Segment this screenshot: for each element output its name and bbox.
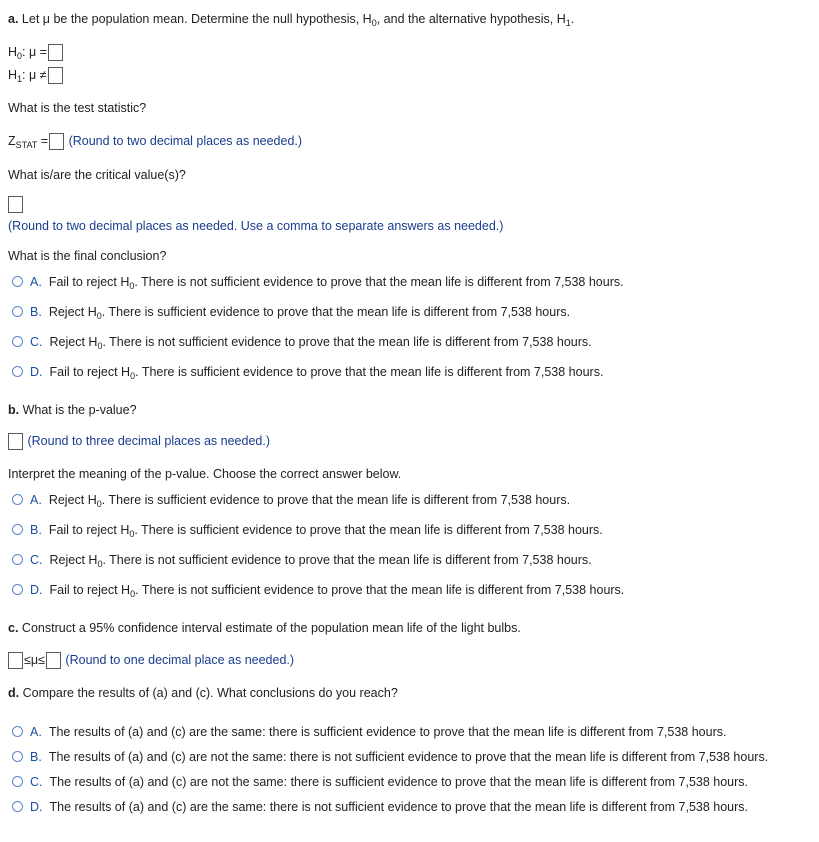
radio-button-icon[interactable] xyxy=(12,554,23,565)
option-letter: B. xyxy=(30,523,42,537)
option-text-post: . There is not sufficient evidence to prove that the mean life is different from 7,538 hours. xyxy=(102,335,592,349)
part-b-text: What is the p-value? xyxy=(22,403,137,417)
option-letter: A. xyxy=(30,493,42,507)
option-text-sub: 0 xyxy=(97,559,103,569)
option-letter: D. xyxy=(30,583,43,597)
conclusion-question: What is the final conclusion? xyxy=(8,249,167,263)
option-text-pre: Fail to reject H xyxy=(49,583,131,597)
option-text-sub: 0 xyxy=(130,371,136,381)
zstat-row xyxy=(8,133,302,153)
zstat-input[interactable] xyxy=(49,133,64,150)
part-a-label: a. xyxy=(8,12,19,26)
option-text-post: . There is sufficient evidence to prove that the mean life is different from 7,538 hours. xyxy=(101,305,571,319)
option-letter: C. xyxy=(30,335,43,349)
option-text-pre: Reject H xyxy=(49,553,98,567)
ci-relation: ≤μ≤ xyxy=(24,653,45,667)
option-letter: C. xyxy=(30,553,43,567)
part-d-prompt xyxy=(8,685,398,701)
option-text-pre: Reject H xyxy=(48,493,97,507)
option-text-post: . There is sufficient evidence to prove that the mean life is different from 7,538 hours. xyxy=(135,365,604,379)
radio-button-icon[interactable] xyxy=(12,366,23,377)
h1-relation: : μ ≠ xyxy=(22,68,47,82)
zstat-equals: = xyxy=(37,134,49,148)
part-a-prompt xyxy=(8,11,574,31)
option-text-sub: 0 xyxy=(96,499,102,509)
part-d-text: Compare the results of (a) and (c). What conclusions do you reach? xyxy=(22,686,398,700)
radio-button-icon[interactable] xyxy=(12,276,23,287)
option-text-pre: Fail to reject H xyxy=(48,275,130,289)
radio-button-icon[interactable] xyxy=(12,524,23,535)
p-value-hint: (Round to three decimal places as needed.) xyxy=(27,434,270,448)
option-text: The results of (a) and (c) are the same: there is sufficient evidence to prove that the mean life is different from 7,538 hours. xyxy=(48,725,727,739)
option-text-sub: 0 xyxy=(129,529,135,539)
option-text-pre: Reject H xyxy=(48,305,97,319)
interpretation-option-c[interactable] xyxy=(12,552,592,572)
h1-label-sub: 1 xyxy=(17,74,23,84)
part-b-prompt xyxy=(8,402,137,418)
radio-button-icon[interactable] xyxy=(12,801,23,812)
radio-button-icon[interactable] xyxy=(12,306,23,317)
radio-button-icon[interactable] xyxy=(12,751,23,762)
radio-button-icon[interactable] xyxy=(12,726,23,737)
zstat-sub: STAT xyxy=(15,140,38,150)
option-letter: B. xyxy=(30,750,42,764)
ci-hint: (Round to one decimal place as needed.) xyxy=(65,653,295,667)
zstat-hint: (Round to two decimal places as needed.) xyxy=(68,134,303,148)
option-text-pre: Fail to reject H xyxy=(49,365,131,379)
interpretation-option-a[interactable] xyxy=(12,492,570,512)
part-d-label: d. xyxy=(8,686,20,700)
option-text-pre: Fail to reject H xyxy=(48,523,130,537)
confidence-interval-row xyxy=(8,652,294,669)
p-value-input[interactable] xyxy=(8,433,23,450)
part-a-text: Let μ be the population mean. Determine the null hypothesis, H xyxy=(21,12,372,26)
h1-label: H xyxy=(8,68,18,82)
option-text: The results of (a) and (c) are not the same: there is sufficient evidence to prove that the mean life is different from 7,538 hours. xyxy=(49,775,749,789)
option-text-sub: 0 xyxy=(130,589,136,599)
option-letter: B. xyxy=(30,305,42,319)
option-text: The results of (a) and (c) are the same: there is not sufficient evidence to prove that the mean life is different from 7,538 hours. xyxy=(49,800,749,814)
conclusion-option-a[interactable] xyxy=(12,274,624,294)
option-text-sub: 0 xyxy=(97,341,103,351)
ci-upper-input[interactable] xyxy=(46,652,61,669)
part-b-label: b. xyxy=(8,403,20,417)
h0-value-input[interactable] xyxy=(48,44,63,61)
part-c-prompt xyxy=(8,620,521,636)
radio-button-icon[interactable] xyxy=(12,336,23,347)
comparison-option-b[interactable] xyxy=(12,749,768,765)
part-c-text: Construct a 95% confidence interval estimate of the population mean life of the light bulbs. xyxy=(21,621,521,635)
comparison-option-a[interactable] xyxy=(12,724,726,740)
h1-subscript: 1 xyxy=(565,18,571,28)
radio-button-icon[interactable] xyxy=(12,584,23,595)
interpret-question: Interpret the meaning of the p-value. Choose the correct answer below. xyxy=(8,467,402,481)
conclusion-option-b[interactable] xyxy=(12,304,570,324)
h0-label-sub: 0 xyxy=(17,51,23,61)
zstat-label: Z xyxy=(8,134,16,148)
h1-value-input[interactable] xyxy=(48,67,63,84)
option-letter: A. xyxy=(30,725,42,739)
part-c-label: c. xyxy=(8,621,19,635)
option-text-post: . There is sufficient evidence to prove that the mean life is different from 7,538 hours. xyxy=(101,493,571,507)
option-text-post: . There is not sufficient evidence to prove that the mean life is different from 7,538 hours. xyxy=(134,275,624,289)
ci-lower-input[interactable] xyxy=(8,652,23,669)
option-text-post: . There is not sufficient evidence to prove that the mean life is different from 7,538 hours. xyxy=(135,583,625,597)
test-statistic-question: What is the test statistic? xyxy=(8,101,147,115)
radio-button-icon[interactable] xyxy=(12,494,23,505)
p-value-row xyxy=(8,433,270,450)
option-text-pre: Reject H xyxy=(49,335,98,349)
critical-value-question: What is/are the critical value(s)? xyxy=(8,168,186,182)
part-a-text-mid: , and the alternative hypothesis, H xyxy=(376,12,566,26)
option-text-sub: 0 xyxy=(129,281,135,291)
interpretation-option-d[interactable] xyxy=(12,582,624,602)
h0-subscript: 0 xyxy=(371,18,377,28)
h0-label: H xyxy=(8,45,18,59)
conclusion-option-d[interactable] xyxy=(12,364,603,384)
option-text-sub: 0 xyxy=(96,311,102,321)
option-text-post: . There is sufficient evidence to prove that the mean life is different from 7,538 hours. xyxy=(134,523,603,537)
critical-value-input[interactable] xyxy=(8,196,23,213)
option-text-post: . There is not sufficient evidence to prove that the mean life is different from 7,538 hours. xyxy=(102,553,592,567)
critical-value-row xyxy=(8,196,24,213)
null-hypothesis-row xyxy=(8,44,64,64)
critical-value-hint: (Round to two decimal places as needed. Use a comma to separate answers as needed.) xyxy=(8,219,504,233)
option-text: The results of (a) and (c) are not the same: there is not sufficient evidence to prove that the mean life is different from 7,538 hours. xyxy=(48,750,769,764)
alternative-hypothesis-row xyxy=(8,67,64,87)
radio-button-icon[interactable] xyxy=(12,776,23,787)
interpretation-option-b[interactable] xyxy=(12,522,603,542)
comparison-option-c[interactable] xyxy=(12,774,748,790)
option-letter: A. xyxy=(30,275,42,289)
comparison-option-d[interactable] xyxy=(12,799,748,815)
option-letter: D. xyxy=(30,800,43,814)
part-a-text-end: . xyxy=(570,12,575,26)
h0-relation: : μ = xyxy=(22,45,47,59)
conclusion-option-c[interactable] xyxy=(12,334,592,354)
option-letter: D. xyxy=(30,365,43,379)
option-letter: C. xyxy=(30,775,43,789)
